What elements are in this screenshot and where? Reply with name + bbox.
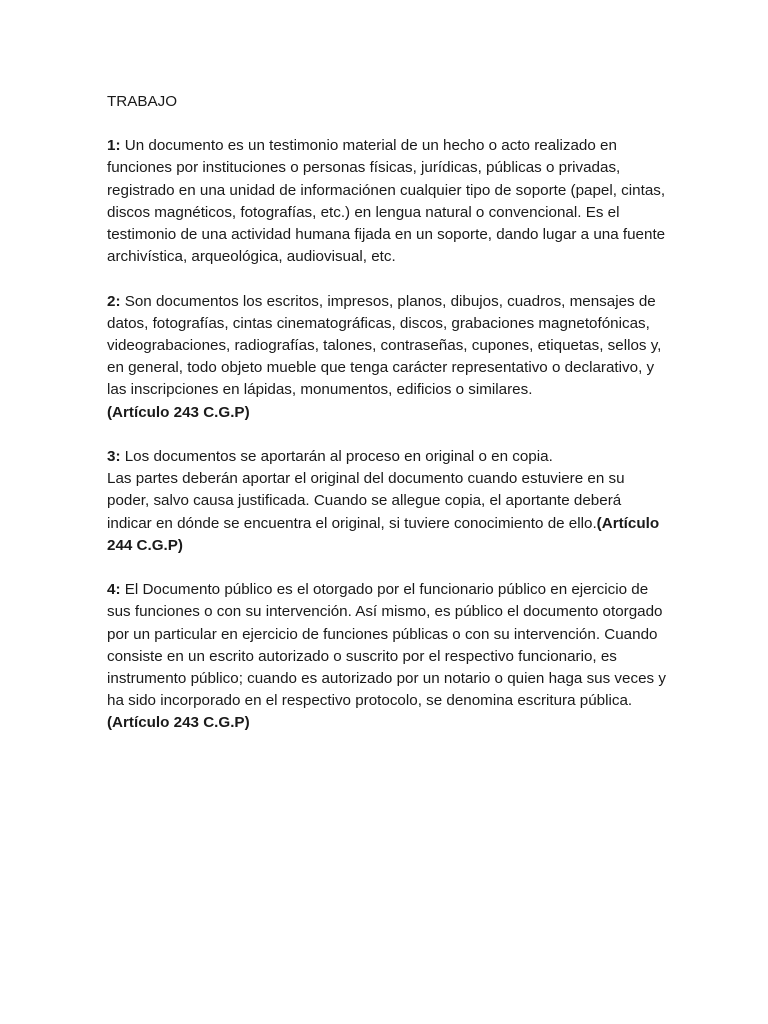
paragraph-number: 3:: [107, 448, 121, 466]
document-page: [107, 91, 667, 757]
paragraph-text-continued: Las partes deberán aportar el original del documento cuando estuviere en su poder, salvo causa justificada. Cuando se allegue copia, el aportante deberá indicar en dónde se encuentra el original, si tuviere conocimiento de ello.: [107, 470, 625, 532]
article-reference: (Artículo 244 C.G.P): [107, 514, 660, 554]
paragraph-number: 2:: [107, 292, 121, 310]
paragraph-number: 1:: [107, 137, 121, 155]
paragraph-text: El Documento público es el otorgado por el funcionario público en ejercicio de sus funciones o con su intervención. Así mismo, es público el documento otorgado por un particular en ejercicio de funciones públicas o con su intervención. Cuando consiste en un escrito autorizado o suscrito por el respectivo funcionario, es instrumento público; cuando es autorizado por un notario o quien haga sus veces y ha sido incorporado en el respectivo protocolo, se denomina escritura pública.: [107, 581, 666, 710]
paragraph-text: Son documentos los escritos, impresos, planos, dibujos, cuadros, mensajes de datos, fotografías, cintas cinematográficas, discos, grabaciones magnetofónicas, videograbaciones, radiografías, talones, contraseñas, cupones, etiquetas, sellos y, en general, todo objeto mueble que tenga carácter representativo o declarativo, y las inscripciones en lápidas, monumentos, edificios o similares.: [107, 292, 662, 399]
article-reference: (Artículo 243 C.G.P): [107, 714, 250, 732]
paragraph-4: [107, 579, 667, 734]
paragraph-text: Un documento es un testimonio material de un hecho o acto realizado en funciones por instituciones o personas físicas, jurídicas, públicas o privadas, registrado en una unidad de informaciónen cualquier tipo de soporte (papel, cintas, discos magnéticos, fotografías, etc.) en lengua natural o convencional. Es el testimonio de una actividad humana fijada en un soporte, dando lugar a una fuente archivística, arqueológica, audiovisual, etc.: [107, 137, 666, 266]
paragraph-3: [107, 446, 667, 557]
document-title: TRABAJO: [107, 93, 178, 110]
paragraph-number: 4:: [107, 581, 121, 599]
paragraph-text: Los documentos se aportarán al proceso en original o en copia.: [120, 448, 553, 466]
paragraph-2: [107, 291, 667, 424]
article-reference: (Artículo 243 C.G.P): [107, 403, 250, 421]
paragraph-1: [107, 135, 667, 268]
